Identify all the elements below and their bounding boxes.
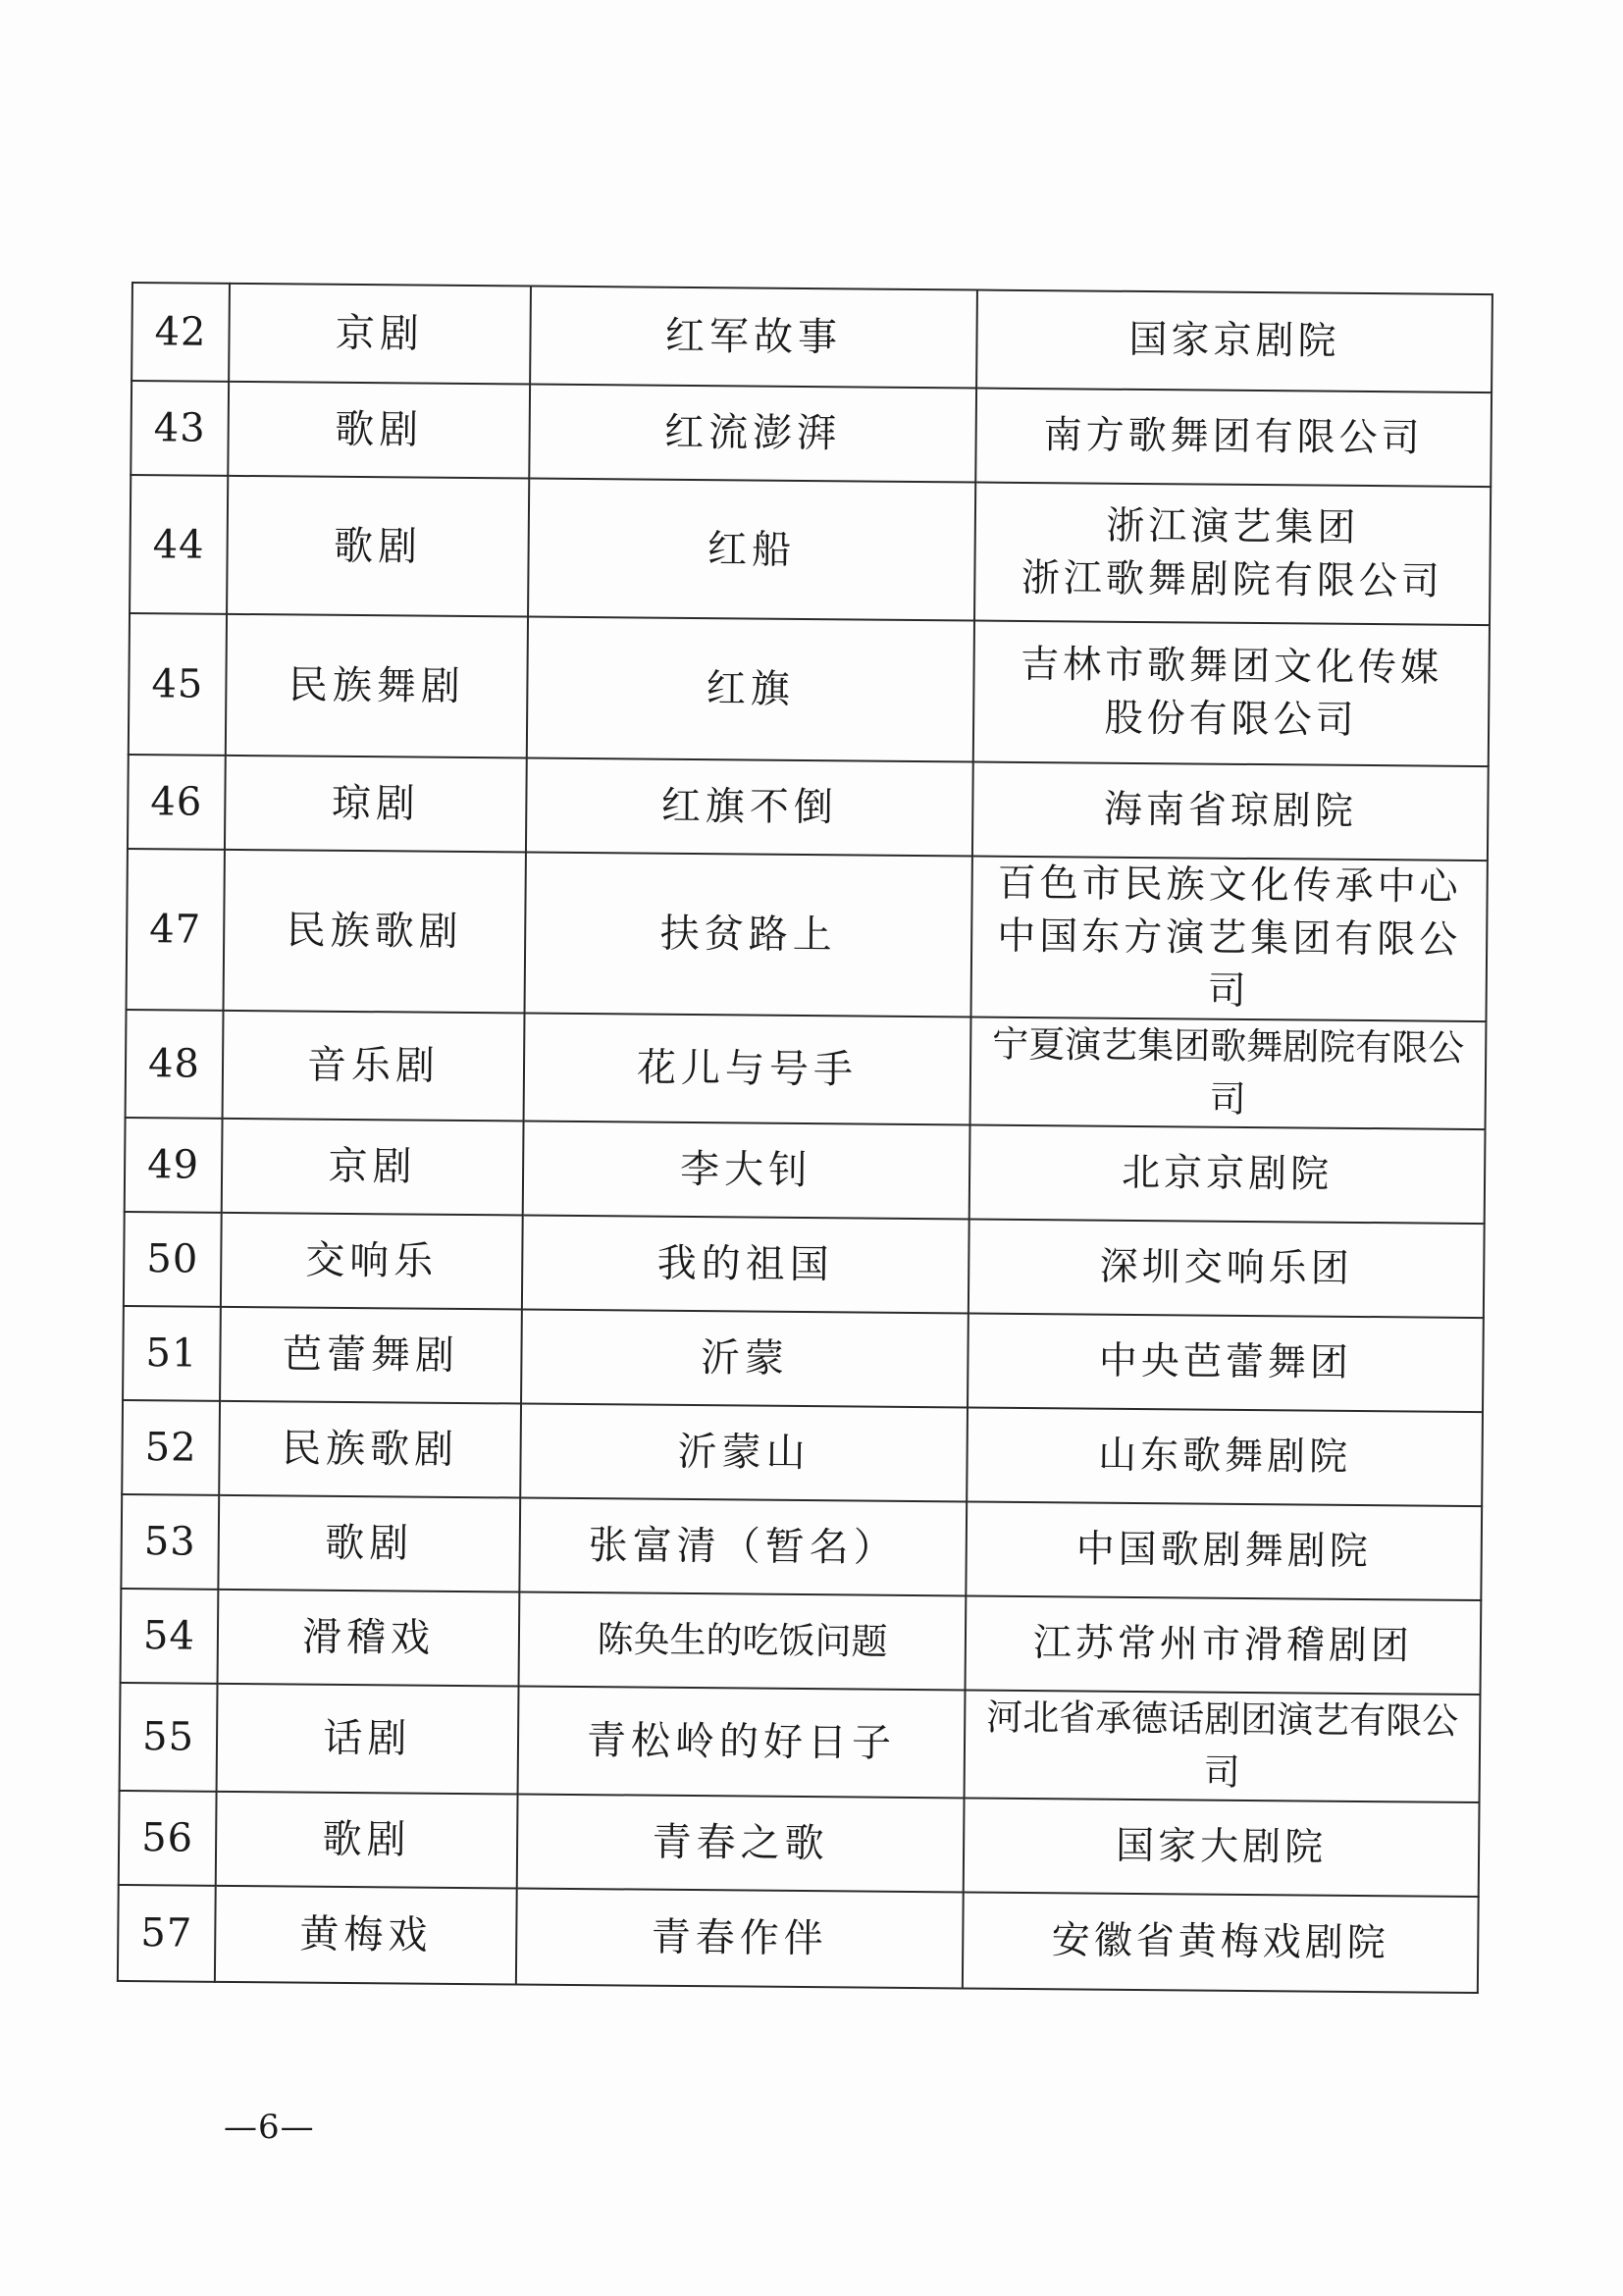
row-number: 55 <box>120 1683 218 1792</box>
unit-line: 浙江演艺集团 <box>1106 503 1360 550</box>
genre-cell: 音乐剧 <box>223 1011 525 1122</box>
unit-line: 中国歌剧舞剧院 <box>1075 1527 1372 1575</box>
unit-cell <box>973 621 1490 767</box>
unit-line: 安徽省黄梅戏剧院 <box>1051 1918 1389 1966</box>
unit-line: 山东歌舞剧院 <box>1097 1433 1352 1480</box>
title-cell: 我的祖国 <box>522 1216 969 1314</box>
unit-cell <box>966 1595 1482 1695</box>
unit-line: 南方歌舞团有限公司 <box>1043 413 1424 461</box>
row-number: 44 <box>130 475 228 614</box>
unit-cell <box>967 1407 1483 1506</box>
genre-cell: 民族舞剧 <box>226 614 528 758</box>
unit-line: 股份有限公司 <box>1104 696 1358 743</box>
table-row <box>131 381 1492 487</box>
unit-cell <box>966 1501 1482 1600</box>
title-cell: 红旗不倒 <box>526 758 973 857</box>
row-number: 46 <box>128 755 226 850</box>
unit-line: 百色市民族文化传承中心 <box>997 861 1462 910</box>
table-row <box>128 755 1489 861</box>
row-number: 50 <box>124 1212 222 1307</box>
genre-cell: 京剧 <box>222 1119 524 1216</box>
genre-cell: 滑稽戏 <box>218 1590 520 1687</box>
genre-cell: 京剧 <box>229 284 531 385</box>
unit-cell <box>974 483 1491 626</box>
unit-cell <box>972 762 1489 861</box>
row-number: 48 <box>126 1010 224 1119</box>
title-cell: 沂蒙山 <box>520 1404 968 1502</box>
unit-line: 国家京剧院 <box>1128 317 1340 364</box>
row-number: 53 <box>121 1494 219 1590</box>
genre-cell: 话剧 <box>217 1684 519 1795</box>
row-number: 51 <box>123 1306 221 1401</box>
genre-cell: 歌剧 <box>228 382 530 479</box>
table-row <box>118 1885 1479 1993</box>
title-cell: 青松岭的好日子 <box>518 1686 966 1798</box>
page-number: —6— <box>224 2108 315 2147</box>
unit-line: 江苏常州市滑稽剧团 <box>1032 1621 1414 1669</box>
unit-line: 中央芭蕾舞团 <box>1098 1338 1353 1385</box>
unit-line: 宁夏演艺集团歌舞剧院有限公司 <box>992 1022 1465 1121</box>
genre-cell: 民族歌剧 <box>219 1401 521 1498</box>
row-number: 42 <box>131 283 230 382</box>
table-row <box>120 1683 1481 1802</box>
genre-cell: 民族歌剧 <box>224 850 526 1014</box>
table-row <box>126 1010 1487 1129</box>
table-row <box>123 1306 1484 1412</box>
table-row <box>129 613 1490 766</box>
genre-cell: 歌剧 <box>216 1792 518 1889</box>
unit-cell <box>963 1892 1479 1993</box>
table-row <box>125 1118 1486 1224</box>
row-number: 57 <box>118 1885 216 1982</box>
unit-line: 浙江歌舞剧院有限公司 <box>1021 555 1444 604</box>
genre-cell: 黄梅戏 <box>215 1886 517 1985</box>
genre-cell: 歌剧 <box>218 1495 520 1592</box>
genre-cell: 交响乐 <box>221 1213 523 1310</box>
title-cell: 红旗 <box>527 617 974 762</box>
unit-line: 中国东方演艺集团有限公司 <box>996 913 1462 1014</box>
title-cell: 青春作伴 <box>516 1888 964 1988</box>
title-cell: 红船 <box>528 479 975 621</box>
title-cell: 陈奂生的吃饭问题 <box>519 1592 967 1691</box>
unit-line: 吉林市歌舞团文化传媒 <box>1020 642 1443 691</box>
title-cell: 红军故事 <box>530 287 977 389</box>
unit-cell <box>969 1219 1485 1318</box>
row-number: 54 <box>121 1589 219 1684</box>
program-table <box>117 282 1493 1994</box>
unit-line: 海南省琼剧院 <box>1103 787 1358 834</box>
title-cell: 青春之歌 <box>517 1794 965 1892</box>
unit-line: 国家大剧院 <box>1115 1823 1328 1870</box>
row-number: 52 <box>122 1400 220 1495</box>
table-row <box>124 1212 1485 1318</box>
unit-cell <box>964 1798 1480 1897</box>
table-row <box>131 283 1492 392</box>
title-cell: 张富清（暂名） <box>519 1498 967 1596</box>
row-number: 45 <box>129 613 227 756</box>
title-cell: 沂蒙 <box>521 1310 969 1408</box>
unit-cell <box>965 1690 1481 1802</box>
unit-line: 北京京剧院 <box>1121 1150 1334 1197</box>
title-cell: 花儿与号手 <box>524 1014 971 1125</box>
unit-line: 河北省承德话剧团演艺有限公司 <box>986 1696 1459 1794</box>
title-cell: 扶贫路上 <box>525 853 972 1018</box>
unit-cell <box>975 389 1492 488</box>
unit-cell <box>968 1313 1484 1412</box>
table-row <box>122 1400 1483 1506</box>
row-number: 56 <box>119 1791 217 1886</box>
table-row <box>127 849 1488 1021</box>
unit-cell <box>970 1017 1487 1129</box>
table-row <box>121 1494 1482 1600</box>
title-cell: 红流澎湃 <box>529 385 976 483</box>
genre-cell: 歌剧 <box>227 476 529 617</box>
unit-cell <box>970 857 1487 1022</box>
genre-cell: 芭蕾舞剧 <box>220 1307 522 1404</box>
genre-cell: 琼剧 <box>225 756 527 853</box>
row-number: 47 <box>127 849 225 1011</box>
table-row <box>130 475 1491 625</box>
row-number: 43 <box>131 381 229 476</box>
title-cell: 李大钊 <box>523 1122 970 1220</box>
unit-cell <box>969 1124 1486 1224</box>
row-number: 49 <box>125 1118 223 1213</box>
unit-cell <box>976 290 1492 393</box>
table-row <box>119 1791 1480 1897</box>
unit-line: 深圳交响乐团 <box>1099 1244 1353 1291</box>
table-row <box>121 1589 1482 1695</box>
